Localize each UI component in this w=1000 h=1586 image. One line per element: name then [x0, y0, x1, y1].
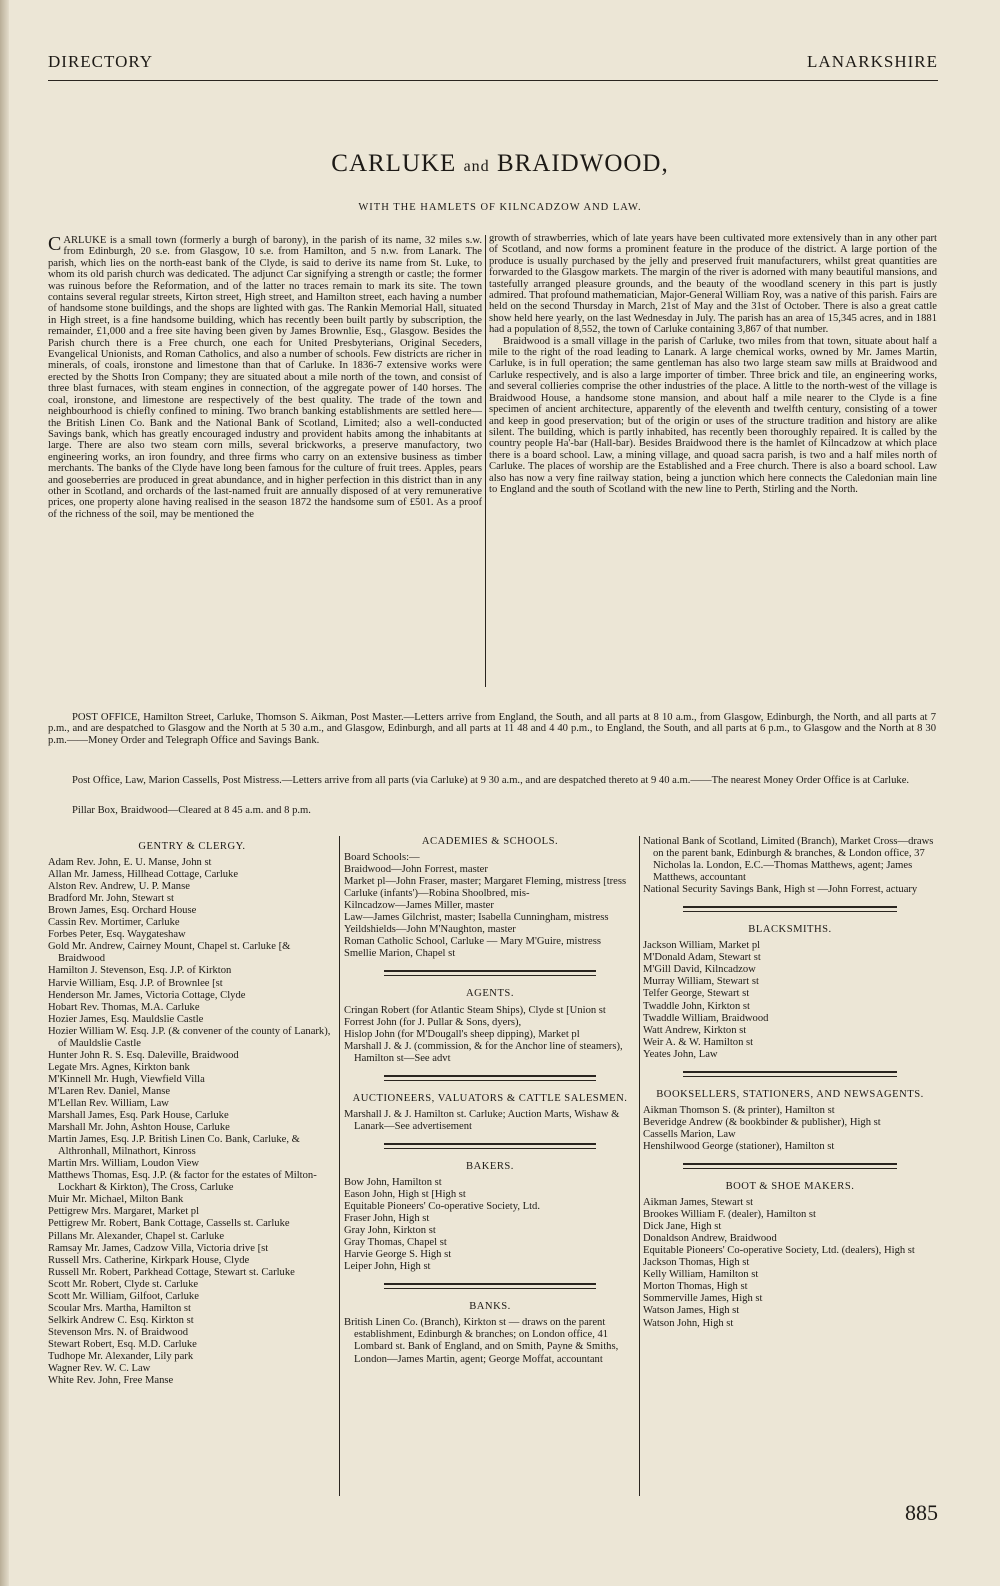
directory-entry: Pettigrew Mrs. Margaret, Market pl	[48, 1206, 200, 1218]
directory-entry: Ramsay Mr. James, Cadzow Villa, Victoria drive [st	[48, 1242, 269, 1254]
directory-entry: Hozier William W. Esq. J.P. (& convener of the county of Lanark), of Mauldslie Castle	[48, 1025, 331, 1049]
directory-entry: Marshall J. & J. Hamilton st. Carluke; Auction Marts, Wishaw & Lanark—See advertisement	[344, 1108, 620, 1132]
directory-entry: Fraser John, High st	[344, 1213, 430, 1225]
directory-entry: Harvie George S. High st	[344, 1249, 452, 1261]
boot-list	[643, 1197, 937, 1330]
page-title	[0, 150, 1000, 178]
booksellers-heading: BOOKSELLERS, STATIONERS, AND NEWSAGENTS.	[656, 1088, 924, 1100]
directory-entry: Muir Mr. Michael, Milton Bank	[48, 1194, 184, 1206]
directory-entry: Watson John, High st	[643, 1317, 734, 1329]
directory-entry: Hislop John (for M'Dougall's sheep dipping), Market pl	[344, 1028, 580, 1040]
directory-entry: Eason John, High st [High st	[344, 1188, 466, 1200]
directory-entry: Cassells Marion, Law	[643, 1128, 736, 1140]
directory-entry: Bradford Mr. John, Stewart st	[48, 893, 174, 905]
page-number: 885	[905, 1500, 938, 1525]
directory-entry: Henderson Mr. James, Victoria Cottage, Clyde	[48, 989, 246, 1001]
directory-entry: Equitable Pioneers' Co-operative Society, Ltd. (dealers), High st	[643, 1245, 915, 1257]
directory-entry: Pillans Mr. Alexander, Chapel st. Carluke	[48, 1230, 225, 1242]
directory-entry: Dick Jane, High st	[643, 1221, 722, 1233]
directory-entry: Aikman Thomson S. (& printer), Hamilton st	[643, 1104, 835, 1116]
directory-entry: Hamilton J. Stevenson, Esq. J.P. of Kirkton	[48, 965, 232, 977]
directory-entry: Kelly William, Hamilton st	[643, 1269, 759, 1281]
directory-entry: M'Kinnell Mr. Hugh, Viewfield Villa	[48, 1073, 205, 1085]
header-rule	[48, 80, 938, 81]
directory-entry: Cringan Robert (for Atlantic Steam Ships), Clyde st [Union st	[344, 1004, 606, 1016]
directory-entry: Gold Mr. Andrew, Cairney Mount, Chapel st. Carluke [& Braidwood	[48, 941, 291, 965]
post-office-carluke: POST OFFICE, Hamilton Street, Carluke, Thomson S. Aikman, Post Master.—Letters arrive from England, the South, and all parts at 8 10 a.m., from Glasgow, Edinburgh, the North, and all parts at 7 p.m., and are despatched to Glasgow and the North at 5 30 a.m., and Glasgow, Edinburgh, and all parts at 11 48 and 4 40 p.m., to England, the South, and all parts at 6 p.m., to Glasgow and the North at 8 30 p.m.——Money Order and Telegraph Office and Savings Bank.	[48, 712, 936, 746]
middle-column	[344, 836, 636, 1366]
directory-entry: Yeates John, Law	[643, 1048, 718, 1060]
directory-entry: National Bank of Scotland, Limited (Branch), Market Cross—draws on the parent bank, Edinburgh & branches, & London office, 37 Nicholas la. London, E.C.—Thomas Matthews, agent; James Matthews, accountant	[643, 836, 934, 884]
directory-entry: Tudhope Mr. Alexander, Lily park	[48, 1350, 194, 1362]
title-carluke: CARLUKE	[331, 150, 457, 177]
directory-entry: Aikman James, Stewart st	[643, 1197, 754, 1209]
directory-entry: National Security Savings Bank, High st —John Forrest, actuary	[643, 884, 918, 896]
header-left: DIRECTORY	[48, 52, 154, 71]
intro-left-column	[48, 235, 482, 520]
blacksmiths-heading: BLACKSMITHS.	[748, 924, 832, 936]
bakers-heading: BAKERS.	[466, 1160, 514, 1172]
directory-entry: Equitable Pioneers' Co-operative Society, Ltd.	[344, 1201, 540, 1213]
blacksmiths-list	[643, 940, 937, 1060]
directory-entry: Selkirk Andrew C. Esq. Kirkton st	[48, 1314, 194, 1326]
directory-entry: Gray Thomas, Chapel st	[344, 1237, 447, 1249]
title-braidwood: BRAIDWOOD,	[496, 150, 669, 177]
directory-entry: Watson James, High st	[643, 1305, 740, 1317]
directory-entry: Matthews Thomas, Esq. J.P. (& factor for the estates of Milton-Lockhart & Kirkton), The Cross, Carluke	[48, 1170, 317, 1194]
directory-entry: Wagner Rev. W. C. Law	[48, 1363, 151, 1375]
directory-entry: Jackson William, Market pl	[643, 940, 761, 952]
bakers-list	[344, 1177, 636, 1273]
agents-heading: AGENTS.	[466, 988, 514, 1000]
section-rule	[683, 906, 897, 912]
intro-right-para-2: Braidwood is a small village in the parish of Carluke, two miles from that town, situate about half a mile to the right of the road leading to Lanark. A large chemical works, owned by Mr. James Martin, Carluke, is in full operation; the same gentleman has also two large steam saw mills at Braidwood and Carluke respectively, and is also a large importer of timber. Three brick and tile, an engineering works, and several collieries comprise the other industries of the place. A little to the north-west of the village is Braidwood House, a handsome stone mansion, and about half a mile nearer to the Clyde is a fine specimen of ancient architecture, apparently of the eleventh and twelfth century, consisting of a tower and keep in good preservation; but of the origin or uses of the structure tradition and history are alike silent. The building, which is partly inhabited, has recently been thoroughly repaired. It is called by the country people Ha'-bar (Hall-bar). Besides Braidwood there is the hamlet of Kilncadzow at which place there is a board school. Law, a mining village, and quoad sacra parish, is two and a half miles north of Carluke. The places of worship are the Established and a Free church. There is also a board school. Law also has now a very fine railway station, being a junction which here connects the Caledonian main line to England and the south of Scotland with the new line to Perth, Stirling and the North.	[489, 335, 937, 495]
directory-entry: Yeildshields—John M'Naughton, master	[344, 924, 516, 936]
directory-entry: Morton Thomas, High st	[643, 1281, 748, 1293]
directory-entry: Russell Mrs. Catherine, Kirkpark House, Clyde	[48, 1254, 250, 1266]
directory-entry: Alston Rev. Andrew, U. P. Manse	[48, 881, 190, 893]
directory-entry: White Rev. John, Free Manse	[48, 1375, 174, 1387]
directory-entry: Martin James, Esq. J.P. British Linen Co. Bank, Carluke, & Althronhall, Milnathort, Kinross	[48, 1134, 300, 1158]
directory-entry: Forbes Peter, Esq. Waygateshaw	[48, 929, 186, 941]
section-rule	[384, 970, 596, 976]
directory-entry: M'Laren Rev. Daniel, Manse	[48, 1085, 171, 1097]
directory-entry: Murray William, Stewart st	[643, 976, 759, 988]
intro-column-divider	[485, 235, 486, 687]
booksellers-list	[643, 1105, 937, 1153]
directory-entry: Braidwood—John Forrest, master	[344, 864, 488, 876]
section-rule	[683, 1071, 897, 1077]
directory-entry: Russell Mr. Robert, Parkhead Cottage, Stewart st. Carluke	[48, 1266, 295, 1278]
post-office-law: Post Office, Law, Marion Cassells, Post Mistress.—Letters arrive from all parts (via Carluke) at 9 30 a.m., and are despatched thereto at 9 40 a.m.——The nearest Money Order Office is at Carluke.	[72, 775, 910, 786]
directory-entry: Stewart Robert, Esq. M.D. Carluke	[48, 1338, 197, 1350]
academies-heading: ACADEMIES & SCHOOLS.	[421, 836, 559, 847]
directory-entry: Forrest John (for J. Pullar & Sons, dyers),	[344, 1016, 522, 1028]
auctioneers-list	[344, 1109, 636, 1133]
directory-entry: Hunter John R. S. Esq. Daleville, Braidwood	[48, 1049, 239, 1061]
directory-entry: Beveridge Andrew (& bookbinder & publisher), High st	[643, 1116, 881, 1128]
banks-heading: BANKS.	[469, 1301, 511, 1313]
directory-entry: Weir A. & W. Hamilton st	[643, 1036, 754, 1048]
directory-entry: Henshilwood George (stationer), Hamilton st	[643, 1140, 835, 1152]
directory-entry: Legate Mrs. Agnes, Kirkton bank	[48, 1061, 190, 1073]
directory-entry: M'Donald Adam, Stewart st	[643, 952, 761, 964]
academies-list	[344, 852, 636, 960]
page-subtitle: WITH THE HAMLETS OF KILNCADZOW AND LAW.	[358, 202, 642, 213]
directory-entry: Pettigrew Mr. Robert, Bank Cottage, Cassells st. Carluke	[48, 1218, 290, 1230]
gentry-column	[48, 841, 336, 1387]
directory-entry: Smellie Marion, Chapel st	[344, 948, 456, 960]
book-spine-shadow	[0, 0, 9, 1586]
section-rule	[384, 1143, 596, 1149]
directory-entry: Cassin Rev. Mortimer, Carluke	[48, 917, 180, 929]
directory-entry: Telfer George, Stewart st	[643, 988, 750, 1000]
directory-entry: Market pl—John Fraser, master; Margaret Fleming, mistress [tress	[344, 876, 627, 888]
directory-entry: Carluke (infants')—Robina Shoolbred, mis-	[344, 888, 530, 900]
intro-paragraph-carluke	[48, 235, 482, 520]
column-divider-1	[339, 836, 340, 1496]
intro-right-para-1: growth of strawberries, which of late years have been cultivated more extensively than in any other part of Scotland, and now forms a prominent feature in the produce of the district. A large portion of the produce is usually purchased by the jelly and preserved fruit manufacturers, whilst great quantities are forwarded to the Glasgow markets. The margin of the river is adorned with many beautiful mansions, and tastefully arranged pleasure grounds, and the beauty of the woodland scenery in this part is justly admired. That profound mathematician, Major-General William Roy, was a native of this parish. Fairs are held on the second Thursday in March, 21st of May and the 31st of October. There is also a great cattle show held here yearly, on the last Wednesday in July. The parish has an area of 15,345 acres, and in 1881 had a population of 8,552, the town of Carluke containing 3,867 of that number.	[489, 233, 937, 336]
gentry-list	[48, 857, 336, 1387]
directory-entry: Allan Mr. Jamess, Hillhead Cottage, Carluke	[48, 869, 239, 881]
directory-entry: Marshall James, Esq. Park House, Carluke	[48, 1110, 229, 1122]
directory-entry: M'Lellan Rev. William, Law	[48, 1097, 169, 1109]
directory-entry: Jackson Thomas, High st	[643, 1257, 750, 1269]
directory-entry: Brookes William F. (dealer), Hamilton st	[643, 1209, 817, 1221]
directory-entry: Adam Rev. John, E. U. Manse, John st	[48, 857, 212, 869]
column-divider-2	[639, 836, 640, 1496]
agents-list	[344, 1005, 636, 1065]
directory-entry: Scott Mr. Robert, Clyde st. Carluke	[48, 1278, 199, 1290]
auctioneers-heading: AUCTIONEERS, VALUATORS & CATTLE SALESMEN.	[352, 1092, 628, 1104]
header-right: LANARKSHIRE	[807, 52, 938, 71]
section-rule	[683, 1163, 897, 1169]
directory-entry: Scott Mr. William, Gilfoot, Carluke	[48, 1290, 199, 1302]
directory-entry: Gray John, Kirkton st	[344, 1225, 436, 1237]
drop-cap: C	[48, 233, 62, 255]
directory-entry: Watt Andrew, Kirkton st	[643, 1024, 747, 1036]
directory-entry: Twaddle William, Braidwood	[643, 1012, 769, 1024]
intro-right-column	[489, 233, 937, 495]
directory-entry: Brown James, Esq. Orchard House	[48, 905, 197, 917]
directory-entry: Kilncadzow—James Miller, master	[344, 900, 494, 912]
directory-entry: Twaddle John, Kirkton st	[643, 1000, 750, 1012]
directory-entry: Hobart Rev. Thomas, M.A. Carluke	[48, 1001, 200, 1013]
directory-entry: M'Gill David, Kilncadzow	[643, 964, 756, 976]
boot-heading: BOOT & SHOE MAKERS.	[725, 1180, 855, 1192]
directory-entry: Harvie William, Esq. J.P. of Brownlee [st	[48, 977, 223, 989]
directory-entry: British Linen Co. (Branch), Kirkton st — draws on the parent establishment, Edinburgh & branches; on London office, 41 Lombard st. Bank of England, and on Smith, Payne & Smiths, London—James Martin, agent; George Moffat, accountant	[344, 1317, 619, 1365]
directory-entry: Martin Mrs. William, Loudon View	[48, 1158, 199, 1170]
gentry-heading: GENTRY & CLERGY.	[138, 841, 246, 852]
directory-entry: Law—James Gilchrist, master; Isabella Cunningham, mistress	[344, 912, 609, 924]
right-column	[643, 836, 937, 1330]
directory-entry: Bow John, Hamilton st	[344, 1176, 442, 1188]
pillar-box-braidwood: Pillar Box, Braidwood—Cleared at 8 45 a.m. and 8 p.m.	[72, 805, 311, 816]
directory-entry: Sommerville James, High st	[643, 1293, 763, 1305]
banks-continued-list	[643, 836, 937, 896]
running-header	[48, 52, 938, 76]
intro-left-text: ARLUKE is a small town (formerly a burgh of barony), in the parish of its name, 32 miles s.w. from Edinburgh, 20 s.e. from Glasgow, 10 s.e. from Hamilton, and 5 n.w. from Lanark. The parish, which lies on the north-east bank of the Clyde, is said to derive its name from St. Luke, to whom its old parish church was dedicated. The adjunct Car signifying a strength or castle; the former was ruinous before the Reformation, and of the latter no traces remain to mark its site. The town contains several regular streets, Kirton street, High street, and Hamilton street, each having a number of handsome stone buildings, and the shops are lighted with gas. The Rankin Memorial Hall, situated in High street, is a fine handsome building, which has recently been built partly by subscription, the remainder, £1,000 and a free site having been given by James Brownlie, Esq., Glasgow. Besides the Parish church there is a Free church, one each for United Presbyterians, Original Seceders, Evangelical Unionists, and Roman Catholics, and also a number of schools. Few districts are richer in minerals, of coals, ironstone and limestone than that of Carluke. In 1836-7 extensive works were erected by the Shotts Iron Company; they are situated about a mile north of the town, and consist of three blast furnaces, with steam engines in connection, of the aggregate power of 140 horses. The coal, ironstone, and limestone are respectively of the best quality. The trade of the town and neighbourhood is chiefly confined to mining. Two branch banking establishments are settled here—the British Linen Co. Bank and the National Bank of Scotland, Limited; also a well-conducted Savings bank, which has greatly encouraged industry and provident habits among the inhabitants at large. There are also two steam corn mills, several brickworks, a preserve manufactory, two engineering works, an iron foundry, and three firms who carry on an extensive business as timber merchants. The banks of the Clyde have long been famous for the culture of fruit trees. Apples, pears and gooseberries are produced in great abundance, and in higher perfection in this district than in any other in Scotland, and orchards of the last-named fruit are annually disposed of at very remunerative prices, one property alone having realised in the season 1872 the handsome sum of £501. As a proof of the richness of the soil, may be mentioned the	[48, 235, 482, 520]
banks-list	[344, 1317, 636, 1365]
section-rule	[384, 1283, 596, 1289]
directory-entry: Marshall Mr. John, Ashton House, Carluke	[48, 1122, 230, 1134]
directory-entry: Board Schools:—	[344, 852, 420, 864]
directory-entry: Scoular Mrs. Martha, Hamilton st	[48, 1302, 191, 1314]
directory-entry: Donaldson Andrew, Braidwood	[643, 1233, 777, 1245]
directory-entry: Leiper John, High st	[344, 1261, 431, 1273]
directory-entry: Stevenson Mrs. N. of Braidwood	[48, 1326, 189, 1338]
directory-entry: Hozier James, Esq. Mauldslie Castle	[48, 1013, 204, 1025]
directory-entry: Roman Catholic School, Carluke — Mary M'Guire, mistress	[344, 936, 602, 948]
section-rule	[384, 1075, 596, 1081]
directory-entry: Marshall J. & J. (commission, & for the Anchor line of steamers), Hamilton st—See advt	[344, 1040, 623, 1064]
title-and: and	[463, 158, 490, 175]
